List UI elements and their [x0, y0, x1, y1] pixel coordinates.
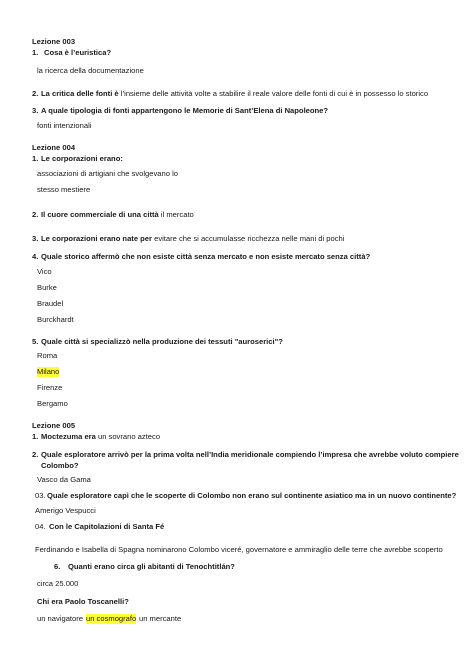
answer-text: Ferdinando e Isabella di Spagna nominarono Colombo viceré, governatore e ammiraglio delle terre che avrebbe scoperto [35, 545, 443, 554]
question-number: 1. [32, 154, 39, 163]
answer-inline: evitare che si accumulasse ricchezza nelle mani di pochi [151, 234, 345, 243]
question-number: 04. [35, 522, 46, 531]
question-text: A quale tipologia di fonti appartengono le Memorie di Sant’Elena di Napoleone? [41, 106, 329, 115]
answer-text: Vasco da Gama [37, 475, 91, 484]
answer-inline: l’insieme delle attività volte a stabilire il reale valore delle fonti di cui è in possesso lo storico [118, 89, 429, 98]
question-bold: Le corporazioni erano nate per [41, 234, 152, 243]
question-text: Quanti erano circa gli abitanti di Tenochtitlán? [68, 562, 235, 571]
question-number: 1. [32, 432, 39, 441]
option-cosmografo-highlighted: un cosmografo [86, 614, 137, 623]
option-burckhardt: Burckhardt [37, 315, 74, 324]
question-bold: La critica delle fonti è [41, 89, 119, 98]
option-bergamo: Bergamo [37, 399, 68, 408]
question-text: Quale esploratore arrivò per la prima volta nell’India meridionale compiendo l’impresa che avrebbe voluto compiere [41, 450, 459, 459]
option-braudel: Braudel [37, 299, 64, 308]
option-milano-highlighted: Milano [37, 367, 60, 376]
answer-text: Amerigo Vespucci [35, 506, 96, 515]
section-title-lezione-003: Lezione 003 [32, 37, 76, 46]
answer-inline: il mercato [158, 210, 194, 219]
option-burke: Burke [37, 283, 57, 292]
question-number: 5. [32, 337, 39, 346]
question-number: 6. [54, 562, 61, 571]
option-roma: Roma [37, 351, 58, 360]
question-text-continued: Colombo? [41, 461, 79, 470]
question-number: 2. [32, 450, 39, 459]
answer-text: stesso mestiere [37, 185, 91, 194]
question-line [41, 432, 160, 442]
section-title-lezione-004: Lezione 004 [32, 143, 76, 152]
question-number: 3. [32, 106, 39, 115]
answer-inline: un sovrano azteco [95, 432, 161, 441]
question-text: Quale storico affermò che non esiste città senza mercato e non esiste mercato senza città? [41, 252, 371, 261]
question-text: Con le Capitolazioni di Santa Fé [49, 522, 165, 531]
question-number: 2. [32, 210, 39, 219]
question-number: 3. [32, 234, 39, 243]
question-text: Chi era Paolo Toscanelli? [37, 597, 129, 606]
option-mercante: un mercante [139, 614, 182, 623]
answer-text: fonti intenzionali [37, 121, 92, 130]
question-bold: Il cuore commerciale di una città [41, 210, 159, 219]
question-line [41, 89, 428, 99]
option-vico: Vico [37, 267, 52, 276]
option-firenze: Firenze [37, 383, 63, 392]
option-navigatore: un navigatore [37, 614, 84, 623]
question-text: Quale esploratore capì che le scoperte di Colombo non erano sul continente asiatico ma in un nuovo continente? [47, 491, 457, 500]
question-number: 1. [32, 48, 39, 57]
question-text: Quale città si specializzò nella produzione dei tessuti "auroserici"? [41, 337, 283, 346]
section-title-lezione-005: Lezione 005 [32, 421, 76, 430]
question-text: Cosa è l’euristica? [44, 48, 112, 57]
question-number: 03. [35, 491, 46, 500]
answer-text: circa 25.000 [37, 579, 79, 588]
question-line [41, 210, 194, 220]
question-text: Le corporazioni erano: [41, 154, 123, 163]
question-bold: Moctezuma era [41, 432, 96, 441]
answer-text: associazioni di artigiani che svolgevano lo [37, 169, 178, 178]
question-line [41, 234, 344, 244]
answer-text: la ricerca della documentazione [37, 66, 144, 75]
question-number: 2. [32, 89, 39, 98]
question-number: 4. [32, 252, 39, 261]
